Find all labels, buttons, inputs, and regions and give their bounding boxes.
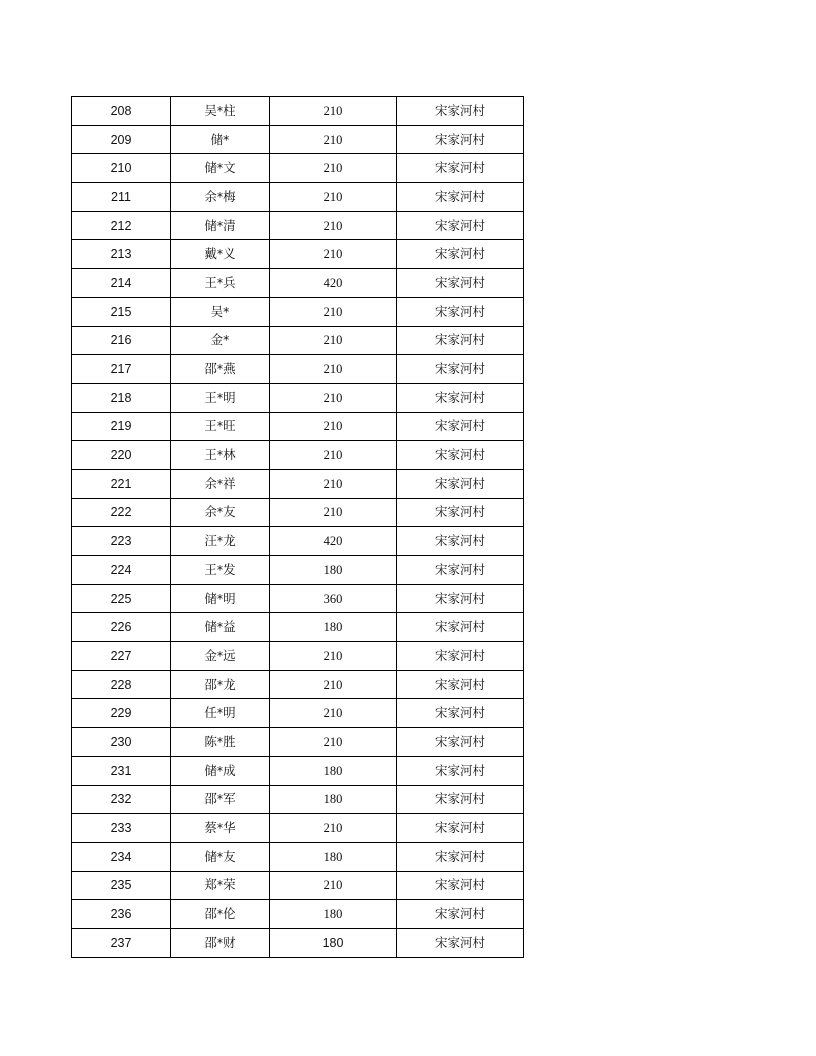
amount-cell: 210 xyxy=(270,326,397,355)
village-cell: 宋家河村 xyxy=(397,613,524,642)
row-number-cell: 211 xyxy=(72,183,171,212)
village-cell: 宋家河村 xyxy=(397,527,524,556)
name-cell: 王*发 xyxy=(171,556,270,585)
amount-cell: 360 xyxy=(270,584,397,613)
village-cell: 宋家河村 xyxy=(397,240,524,269)
table-row xyxy=(72,814,524,843)
village-cell: 宋家河村 xyxy=(397,297,524,326)
amount-cell: 420 xyxy=(270,269,397,298)
name-cell: 吴* xyxy=(171,297,270,326)
name-cell: 储*清 xyxy=(171,211,270,240)
village-cell: 宋家河村 xyxy=(397,900,524,929)
table-row xyxy=(72,556,524,585)
village-cell: 宋家河村 xyxy=(397,728,524,757)
row-number-cell: 230 xyxy=(72,728,171,757)
table-row xyxy=(72,154,524,183)
amount-cell: 180 xyxy=(270,613,397,642)
village-cell: 宋家河村 xyxy=(397,699,524,728)
amount-cell: 210 xyxy=(270,441,397,470)
table-row xyxy=(72,699,524,728)
row-number-cell: 232 xyxy=(72,785,171,814)
amount-cell: 210 xyxy=(270,642,397,671)
table-row xyxy=(72,871,524,900)
amount-cell: 210 xyxy=(270,412,397,441)
village-cell: 宋家河村 xyxy=(397,154,524,183)
name-cell: 余*友 xyxy=(171,498,270,527)
row-number-cell: 213 xyxy=(72,240,171,269)
village-cell: 宋家河村 xyxy=(397,183,524,212)
row-number-cell: 223 xyxy=(72,527,171,556)
row-number-cell: 218 xyxy=(72,383,171,412)
row-number-cell: 228 xyxy=(72,670,171,699)
village-cell: 宋家河村 xyxy=(397,928,524,957)
village-cell: 宋家河村 xyxy=(397,355,524,384)
amount-cell: 210 xyxy=(270,125,397,154)
amount-cell: 180 xyxy=(270,756,397,785)
row-number-cell: 231 xyxy=(72,756,171,785)
row-number-cell: 234 xyxy=(72,842,171,871)
name-cell: 金*远 xyxy=(171,642,270,671)
name-cell: 王*旺 xyxy=(171,412,270,441)
row-number-cell: 221 xyxy=(72,469,171,498)
row-number-cell: 224 xyxy=(72,556,171,585)
village-cell: 宋家河村 xyxy=(397,842,524,871)
table-row xyxy=(72,211,524,240)
name-cell: 王*明 xyxy=(171,383,270,412)
table-row xyxy=(72,383,524,412)
row-number-cell: 236 xyxy=(72,900,171,929)
amount-cell: 180 xyxy=(270,928,397,957)
village-cell: 宋家河村 xyxy=(397,670,524,699)
amount-cell: 180 xyxy=(270,900,397,929)
row-number-cell: 225 xyxy=(72,584,171,613)
row-number-cell: 217 xyxy=(72,355,171,384)
row-number-cell: 215 xyxy=(72,297,171,326)
row-number-cell: 219 xyxy=(72,412,171,441)
table-row xyxy=(72,728,524,757)
name-cell: 吴*柱 xyxy=(171,97,270,126)
table-row xyxy=(72,642,524,671)
name-cell: 邵*伦 xyxy=(171,900,270,929)
table-row xyxy=(72,297,524,326)
village-cell: 宋家河村 xyxy=(397,211,524,240)
name-cell: 戴*义 xyxy=(171,240,270,269)
table-row xyxy=(72,842,524,871)
amount-cell: 180 xyxy=(270,785,397,814)
table-row xyxy=(72,269,524,298)
village-cell: 宋家河村 xyxy=(397,269,524,298)
amount-cell: 210 xyxy=(270,183,397,212)
village-cell: 宋家河村 xyxy=(397,814,524,843)
amount-cell: 210 xyxy=(270,871,397,900)
subsidy-table xyxy=(71,96,524,958)
amount-cell: 420 xyxy=(270,527,397,556)
name-cell: 储* xyxy=(171,125,270,154)
name-cell: 汪*龙 xyxy=(171,527,270,556)
name-cell: 邵*财 xyxy=(171,928,270,957)
name-cell: 邵*燕 xyxy=(171,355,270,384)
village-cell: 宋家河村 xyxy=(397,441,524,470)
name-cell: 储*益 xyxy=(171,613,270,642)
row-number-cell: 227 xyxy=(72,642,171,671)
table-row xyxy=(72,928,524,957)
name-cell: 储*文 xyxy=(171,154,270,183)
village-cell: 宋家河村 xyxy=(397,785,524,814)
table-body xyxy=(72,97,524,958)
row-number-cell: 208 xyxy=(72,97,171,126)
amount-cell: 210 xyxy=(270,469,397,498)
row-number-cell: 210 xyxy=(72,154,171,183)
village-cell: 宋家河村 xyxy=(397,642,524,671)
table-row xyxy=(72,441,524,470)
village-cell: 宋家河村 xyxy=(397,756,524,785)
row-number-cell: 216 xyxy=(72,326,171,355)
table-row xyxy=(72,355,524,384)
amount-cell: 210 xyxy=(270,699,397,728)
name-cell: 王*林 xyxy=(171,441,270,470)
table-row xyxy=(72,240,524,269)
village-cell: 宋家河村 xyxy=(397,383,524,412)
table-row xyxy=(72,756,524,785)
row-number-cell: 222 xyxy=(72,498,171,527)
name-cell: 蔡*华 xyxy=(171,814,270,843)
row-number-cell: 214 xyxy=(72,269,171,298)
amount-cell: 210 xyxy=(270,383,397,412)
village-cell: 宋家河村 xyxy=(397,469,524,498)
name-cell: 储*明 xyxy=(171,584,270,613)
table-row xyxy=(72,183,524,212)
amount-cell: 210 xyxy=(270,814,397,843)
village-cell: 宋家河村 xyxy=(397,125,524,154)
village-cell: 宋家河村 xyxy=(397,584,524,613)
table-row xyxy=(72,498,524,527)
table-row xyxy=(72,785,524,814)
name-cell: 陈*胜 xyxy=(171,728,270,757)
table-row xyxy=(72,584,524,613)
name-cell: 邵*龙 xyxy=(171,670,270,699)
row-number-cell: 209 xyxy=(72,125,171,154)
table-row xyxy=(72,125,524,154)
name-cell: 金* xyxy=(171,326,270,355)
village-cell: 宋家河村 xyxy=(397,412,524,441)
name-cell: 余*祥 xyxy=(171,469,270,498)
name-cell: 储*成 xyxy=(171,756,270,785)
village-cell: 宋家河村 xyxy=(397,556,524,585)
table-row xyxy=(72,412,524,441)
amount-cell: 210 xyxy=(270,240,397,269)
table-row xyxy=(72,900,524,929)
row-number-cell: 235 xyxy=(72,871,171,900)
amount-cell: 210 xyxy=(270,355,397,384)
village-cell: 宋家河村 xyxy=(397,871,524,900)
name-cell: 邵*军 xyxy=(171,785,270,814)
row-number-cell: 237 xyxy=(72,928,171,957)
amount-cell: 210 xyxy=(270,154,397,183)
table-row xyxy=(72,469,524,498)
amount-cell: 210 xyxy=(270,498,397,527)
table-row xyxy=(72,326,524,355)
row-number-cell: 212 xyxy=(72,211,171,240)
row-number-cell: 226 xyxy=(72,613,171,642)
name-cell: 郑*荣 xyxy=(171,871,270,900)
row-number-cell: 220 xyxy=(72,441,171,470)
amount-cell: 210 xyxy=(270,728,397,757)
table-row xyxy=(72,670,524,699)
name-cell: 王*兵 xyxy=(171,269,270,298)
amount-cell: 180 xyxy=(270,842,397,871)
table-row xyxy=(72,613,524,642)
amount-cell: 210 xyxy=(270,211,397,240)
village-cell: 宋家河村 xyxy=(397,97,524,126)
name-cell: 任*明 xyxy=(171,699,270,728)
name-cell: 余*梅 xyxy=(171,183,270,212)
village-cell: 宋家河村 xyxy=(397,498,524,527)
village-cell: 宋家河村 xyxy=(397,326,524,355)
row-number-cell: 229 xyxy=(72,699,171,728)
amount-cell: 210 xyxy=(270,670,397,699)
table-row xyxy=(72,97,524,126)
amount-cell: 180 xyxy=(270,556,397,585)
amount-cell: 210 xyxy=(270,297,397,326)
table-row xyxy=(72,527,524,556)
row-number-cell: 233 xyxy=(72,814,171,843)
name-cell: 储*友 xyxy=(171,842,270,871)
amount-cell: 210 xyxy=(270,97,397,126)
